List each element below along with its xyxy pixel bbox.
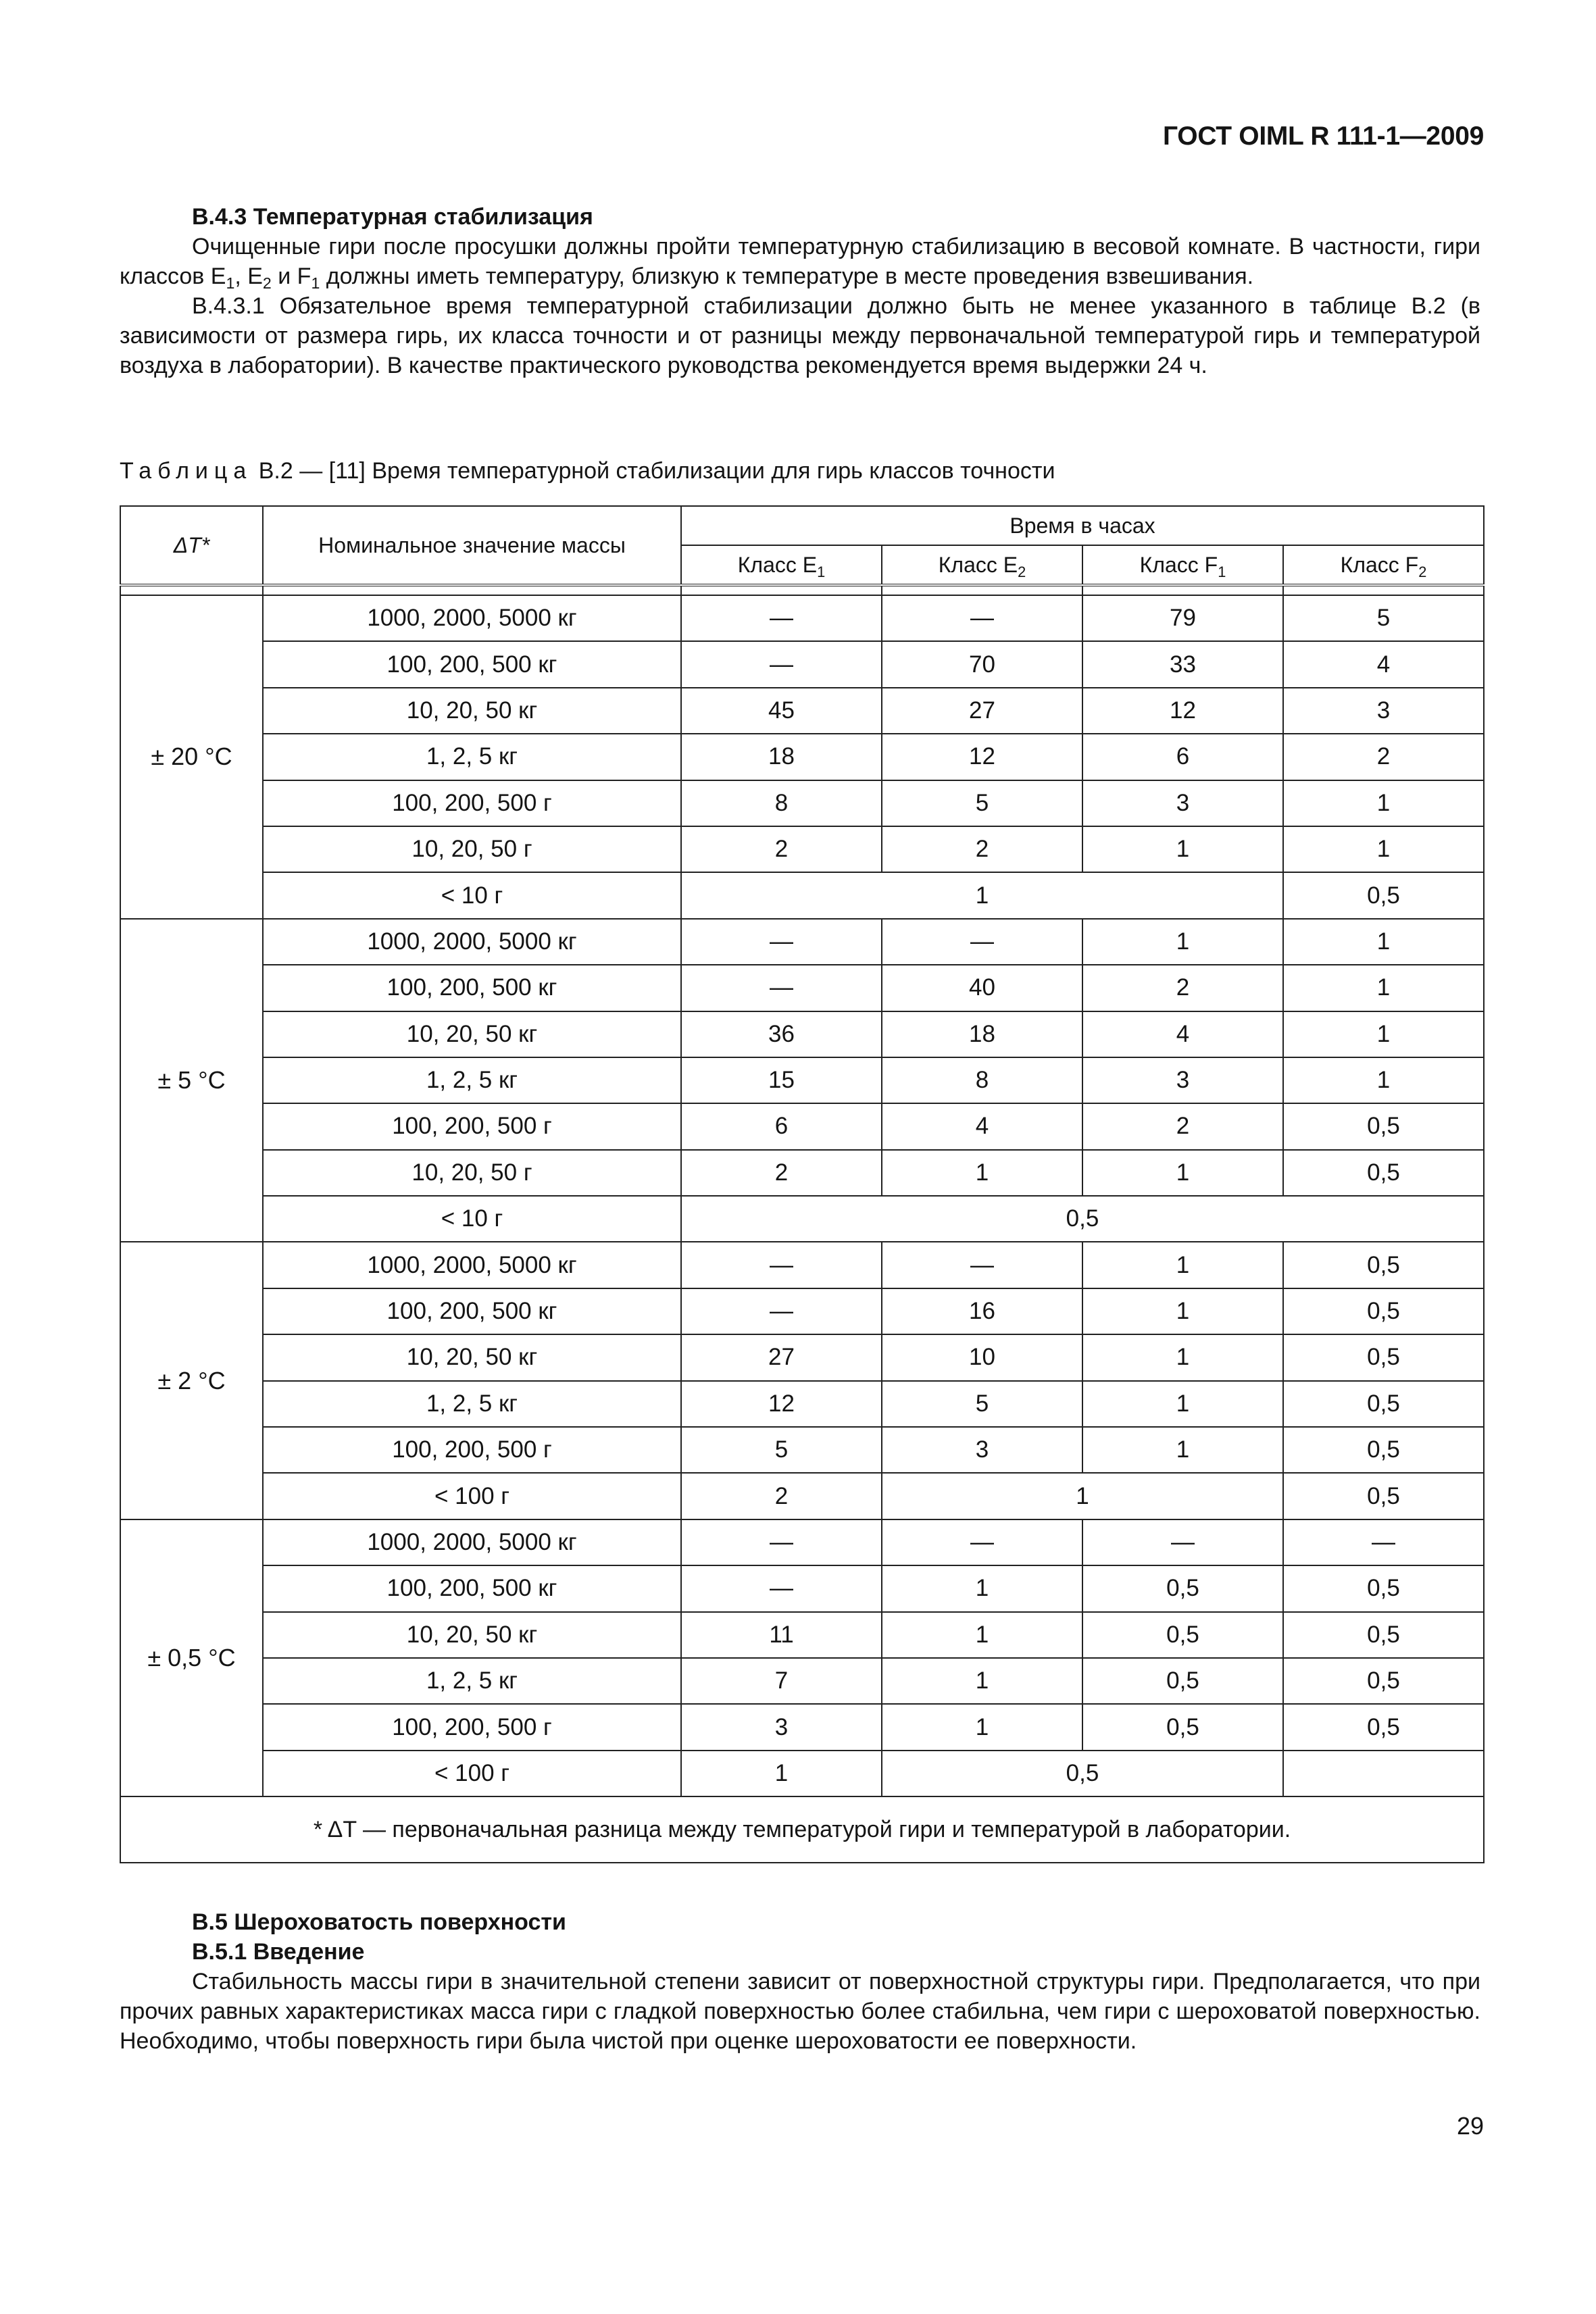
table-cell: 3 [681, 1704, 882, 1750]
table-cell: 1 [882, 1150, 1082, 1196]
table-cell: 0,5 [1283, 1427, 1484, 1473]
table-cell: 0,5 [1082, 1612, 1283, 1658]
table-row [120, 1288, 1484, 1334]
table-cell: 5 [1283, 595, 1484, 641]
table-row [120, 872, 1484, 918]
table-cell [1283, 1751, 1484, 1796]
header-time-hours: Время в часах [681, 506, 1484, 545]
mass-cell: 100, 200, 500 кг [263, 1288, 681, 1334]
mass-cell: 100, 200, 500 г [263, 1103, 681, 1149]
table-cell: — [882, 595, 1082, 641]
paragraph: Стабильность массы гири в значительной степени зависит от поверхностной структуры гири. Предполагается, что при прочих равных характеристиках масса гири с гладкой поверхностью более стабильна, чем гири с шероховатой поверхностью. Необходимо, чтобы поверхность гири была чистой при оценке шероховатости ее поверхности. [120, 1969, 1480, 2054]
table-cell: 6 [681, 1103, 882, 1149]
mass-cell: 1000, 2000, 5000 кг [263, 1242, 681, 1288]
mass-cell: 10, 20, 50 г [263, 1150, 681, 1196]
table-cell: — [681, 1242, 882, 1288]
header-nominal-mass: Номинальное значение массы [263, 506, 681, 585]
mass-cell: 100, 200, 500 г [263, 1704, 681, 1750]
table-row [120, 1704, 1484, 1750]
table-cell: 1 [1082, 826, 1283, 872]
table-row [120, 826, 1484, 872]
section-heading: В.4.3 Температурная стабилизация [192, 204, 593, 230]
table-cell: 0,5 [1082, 1704, 1283, 1750]
table-cell: 2 [681, 1150, 882, 1196]
table-row [120, 1565, 1484, 1611]
mass-cell: 100, 200, 500 г [263, 780, 681, 826]
table-cell: 7 [681, 1658, 882, 1704]
table-cell: 1 [1082, 919, 1283, 965]
table-cell: 1 [681, 1751, 882, 1796]
table-cell: — [1283, 1519, 1484, 1565]
delta-t-cell: ± 20 °C [120, 595, 263, 919]
table-cell: 11 [681, 1612, 882, 1658]
section-b43 [120, 202, 1480, 380]
table-row [120, 1473, 1484, 1519]
table-cell: 45 [681, 688, 882, 734]
table-row [120, 1427, 1484, 1473]
table-cell: 1 [882, 1612, 1082, 1658]
table-cell: 1 [1283, 826, 1484, 872]
section-heading: В.5 Шероховатость поверхности [192, 1909, 566, 1935]
table-row [120, 734, 1484, 780]
table-cell: — [681, 1519, 882, 1565]
table-cell: — [681, 965, 882, 1011]
merged-cell: 0,5 [882, 1751, 1283, 1796]
table-row [120, 919, 1484, 965]
table-row [120, 1334, 1484, 1380]
table-cell: 1 [882, 1658, 1082, 1704]
merged-cell: 1 [681, 872, 1283, 918]
table-cell: — [681, 1565, 882, 1611]
table-cell: 0,5 [1283, 872, 1484, 918]
mass-cell: 100, 200, 500 г [263, 1427, 681, 1473]
table-cell: 1 [882, 1565, 1082, 1611]
table-cell: 27 [882, 688, 1082, 734]
delta-t-cell: ± 5 °C [120, 919, 263, 1242]
merged-cell: 1 [882, 1473, 1283, 1519]
table-cell: — [1082, 1519, 1283, 1565]
table-cell: — [882, 1519, 1082, 1565]
table-cell: 2 [882, 826, 1082, 872]
table-cell: 2 [681, 826, 882, 872]
table-cell: — [681, 1288, 882, 1334]
table-row [120, 1011, 1484, 1057]
mass-cell: 10, 20, 50 г [263, 826, 681, 872]
mass-cell: < 100 г [263, 1751, 681, 1796]
mass-cell: 1, 2, 5 кг [263, 1381, 681, 1427]
mass-cell: < 10 г [263, 872, 681, 918]
mass-cell: 100, 200, 500 кг [263, 641, 681, 687]
table-row [120, 641, 1484, 687]
table-cell: 33 [1082, 641, 1283, 687]
mass-cell: 100, 200, 500 кг [263, 965, 681, 1011]
table-row [120, 1612, 1484, 1658]
table-cell: 2 [681, 1473, 882, 1519]
table-cell: — [681, 595, 882, 641]
paragraph: Очищенные гири после просушки должны пройти температурную стабилизацию в весовой комнате. В частности, гири классов $E_1$, $E_2$ и $F_1$ должны иметь температуру, близкую к температуре в месте проведения взвешивания. [120, 234, 1480, 292]
table-cell: 70 [882, 641, 1082, 687]
table-cell: 1 [1283, 919, 1484, 965]
table-footnote: * ΔT — первоначальная разница между температурой гири и температурой в лаборатории. [120, 1796, 1484, 1863]
table-cell: 8 [882, 1057, 1082, 1103]
delta-t-cell: ± 2 °C [120, 1242, 263, 1519]
table-cell: 0,5 [1082, 1658, 1283, 1704]
table-cell: 18 [882, 1011, 1082, 1057]
table-cell: 4 [1082, 1011, 1283, 1057]
header-class-e1: Класс $E_1$ [681, 545, 882, 585]
table-cell: 12 [882, 734, 1082, 780]
table-cell: 1 [1283, 780, 1484, 826]
table-row [120, 688, 1484, 734]
table-caption: Таблица В.2 — [11] Время температурной стабилизации для гирь классов точности [120, 458, 1055, 484]
table-cell: — [882, 1242, 1082, 1288]
table-cell: 8 [681, 780, 882, 826]
table-cell: 4 [882, 1103, 1082, 1149]
table-cell: 27 [681, 1334, 882, 1380]
table-cell: 15 [681, 1057, 882, 1103]
mass-cell: 1000, 2000, 5000 кг [263, 595, 681, 641]
table-cell: 1 [1082, 1288, 1283, 1334]
table-cell: 2 [1283, 734, 1484, 780]
header-delta-t: ΔT* [120, 506, 263, 585]
table-cell: 16 [882, 1288, 1082, 1334]
table-cell: 0,5 [1283, 1658, 1484, 1704]
table-cell: — [681, 641, 882, 687]
table-cell: 36 [681, 1011, 882, 1057]
table-cell: 0,5 [1283, 1334, 1484, 1380]
merged-cell: 0,5 [681, 1196, 1484, 1242]
table-row [120, 1150, 1484, 1196]
table-row [120, 1519, 1484, 1565]
table-row [120, 1196, 1484, 1242]
table-cell: 3 [1082, 1057, 1283, 1103]
table-row [120, 1751, 1484, 1796]
table-cell: 0,5 [1283, 1704, 1484, 1750]
header-class-e2: Класс $E_2$ [882, 545, 1082, 585]
mass-cell: < 100 г [263, 1473, 681, 1519]
table-cell: — [882, 919, 1082, 965]
table-cell: 0,5 [1283, 1473, 1484, 1519]
table-cell: 1 [1283, 1011, 1484, 1057]
table-cell: 0,5 [1283, 1565, 1484, 1611]
table-cell: 5 [882, 1381, 1082, 1427]
stabilization-table [120, 505, 1485, 1863]
mass-cell: < 10 г [263, 1196, 681, 1242]
table-row [120, 1658, 1484, 1704]
table-cell: 1 [1082, 1381, 1283, 1427]
table-cell: 4 [1283, 641, 1484, 687]
mass-cell: 10, 20, 50 кг [263, 688, 681, 734]
table-cell: 12 [1082, 688, 1283, 734]
table-cell: 1 [1082, 1150, 1283, 1196]
subsection-heading: В.5.1 Введение [192, 1939, 365, 1965]
table-row [120, 1057, 1484, 1103]
mass-cell: 1, 2, 5 кг [263, 1658, 681, 1704]
table-cell: 0,5 [1283, 1242, 1484, 1288]
table-cell: 2 [1082, 965, 1283, 1011]
mass-cell: 10, 20, 50 кг [263, 1612, 681, 1658]
header-class-f1: Класс $F_1$ [1082, 545, 1283, 585]
paragraph: В.4.3.1 Обязательное время температурной стабилизации должно быть не менее указанного в таблице В.2 (в зависимости от размера гирь, их класса точности и от разницы между первоначальной температурой гирь и температурой воздуха в лаборатории). В качестве практического руководства рекомендуется время выдержки 24 ч. [120, 293, 1480, 378]
document-header: ГОСТ OIML R 111-1—2009 [1163, 122, 1484, 151]
table-cell: 0,5 [1283, 1381, 1484, 1427]
table-row [120, 595, 1484, 641]
table-cell: 1 [1283, 1057, 1484, 1103]
table-row [120, 1103, 1484, 1149]
table-cell: 1 [1082, 1427, 1283, 1473]
table-row [120, 780, 1484, 826]
table-cell: 1 [1283, 965, 1484, 1011]
page-number: 29 [1456, 2112, 1484, 2140]
table-cell: 0,5 [1082, 1565, 1283, 1611]
table-row [120, 1381, 1484, 1427]
table-cell: 5 [681, 1427, 882, 1473]
table-cell: 1 [1082, 1242, 1283, 1288]
table-cell: 79 [1082, 595, 1283, 641]
table-cell: 2 [1082, 1103, 1283, 1149]
table-cell: 1 [1082, 1334, 1283, 1380]
table-cell: 3 [882, 1427, 1082, 1473]
table-cell: 6 [1082, 734, 1283, 780]
mass-cell: 1000, 2000, 5000 кг [263, 919, 681, 965]
delta-t-cell: ± 0,5 °C [120, 1519, 263, 1796]
table-cell: 0,5 [1283, 1288, 1484, 1334]
table-cell: 0,5 [1283, 1150, 1484, 1196]
table-cell: 40 [882, 965, 1082, 1011]
table-cell: 3 [1082, 780, 1283, 826]
table-cell: 18 [681, 734, 882, 780]
table-row [120, 965, 1484, 1011]
table-cell: 1 [882, 1704, 1082, 1750]
table-cell: 0,5 [1283, 1612, 1484, 1658]
table-cell: 3 [1283, 688, 1484, 734]
table-row [120, 1242, 1484, 1288]
mass-cell: 1, 2, 5 кг [263, 1057, 681, 1103]
mass-cell: 10, 20, 50 кг [263, 1011, 681, 1057]
table-cell: 12 [681, 1381, 882, 1427]
section-b5 [120, 1907, 1480, 2056]
mass-cell: 100, 200, 500 кг [263, 1565, 681, 1611]
table-cell: — [681, 919, 882, 965]
header-class-f2: Класс $F_2$ [1283, 545, 1484, 585]
table-cell: 5 [882, 780, 1082, 826]
table-cell: 10 [882, 1334, 1082, 1380]
mass-cell: 1, 2, 5 кг [263, 734, 681, 780]
table-cell: 0,5 [1283, 1103, 1484, 1149]
mass-cell: 10, 20, 50 кг [263, 1334, 681, 1380]
mass-cell: 1000, 2000, 5000 кг [263, 1519, 681, 1565]
